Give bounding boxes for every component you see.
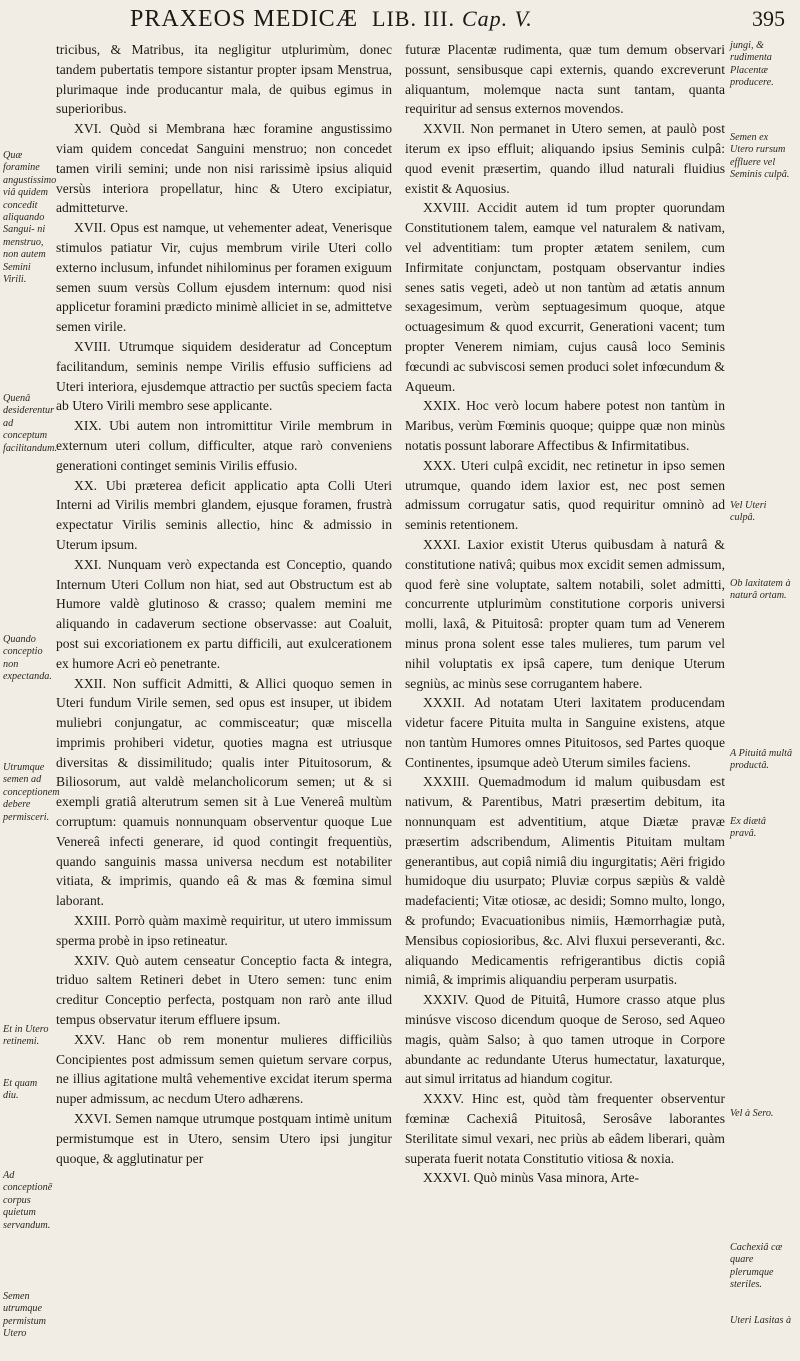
running-title [130, 6, 730, 33]
paragraph: XXV. Hanc ob rem monentur mulieres difficiliùs Concipientes post admissum semen quietum servare corpus, ne illius agitatione multâ vehementive excidat iterum sperma nuper admissum, ac necdum Utero adhærens. [56, 1031, 392, 1107]
margin-note: Uteri Lasitas à [730, 1315, 792, 1326]
paragraph: XXVII. Non permanet in Utero semen, at paulò post iterum ex ipso effluit; aliquando ipsius Seminis culpâ: quod evenit præsertim, quando illud naturali fluidius existit & Aquosius. [405, 121, 725, 196]
margin-note: Ad conceptionē corpus quietum servandum. [3, 1170, 53, 1231]
margin-note: Vel à Sero. [730, 1108, 774, 1119]
paragraph: tricibus, & Matribus, ita negligitur utplurimùm, donec tandem pubertatis tempore sistantur propter ipsam Menstrua, plurimaque inde producantur mala, de quibus egimus in superioribus. [56, 42, 392, 117]
paragraph: XXXIV. Quod de Pituitâ, Humore crasso atque plus minúsve viscoso dicendum quoque de Seroso, sed Aqueo magis, quàm Salso; à quo tamen utroque in Corpore abundante ac redundante Uterus humectatur, laxaturque, aut simul irritatus ad hiandum cogitur. [405, 992, 725, 1087]
margin-note: Quando conceptio non expectanda. [3, 634, 52, 683]
paragraph: XXXI. Laxior existit Uterus quibusdam à naturâ & constitutione nativâ; quibus mox excidit semen admissum, quod ferè sine voluptate, saltem notabili, solet admitti, concurrente utplurimùm constitutione corporis universi molli, laxâ, & Pituitosâ: propter quam tum ad Venerem minus prona solent esse tales mulieres, tum parum vel nihil voluptatis ex ipsâ capere, tum denique Uterum segniùs, ac minùs sese corrugantem habere. [405, 536, 725, 691]
margin-note: Ob laxitatem à naturâ ortam. [730, 578, 791, 602]
paragraph: XXIV. Quò autem censeatur Conceptio facta & integra, triduo saltem Retineri debet in Utero semen: tunc enim creditur Conceptio perfecta, postquam non rarò ante illud tempus observatur iterum effluere ipsum. [56, 952, 392, 1028]
paragraph: XXXVI. Quò minùs Vasa minora, Arte- [423, 1170, 640, 1186]
running-title-main: PRAXEOS MEDICÆ [130, 6, 359, 32]
paragraph: XX. Ubi præterea deficit applicatio apta Colli Uteri Interni ad Virilis membri glandem, ejusque foramen, frustrà expectatur Virilis seminis allectio, hinc & admissio in Uterum ipsum. [56, 477, 392, 552]
margin-note: A Pituitâ multâ productâ. [730, 748, 793, 772]
margin-note: Semen ex Utero rursum effluere vel Seminis culpâ. [730, 132, 790, 181]
paragraph: XXIII. Porrò quàm maximè requiritur, ut utero immissum sperma probè in ipso retineatur. [56, 913, 392, 948]
paragraph: XXVI. Semen namque utrumque postquam intimè unitum permistumque est in Utero, sensim Utero ipsi jungitur quoque, & agglutinatur per [56, 1111, 392, 1166]
paragraph: XXX. Uteri culpâ excidit, nec retinetur in ipso semen utrumque, quando idem laxior est, nec post semen admissum corrugatur satis, quod requiritur omninò ad seminis retentionem. [405, 457, 725, 533]
chapter-number: Cap. V. [461, 6, 533, 31]
paragraph: XVI. Quòd si Membrana hæc foramine angustissimo viam quidem concedat Sanguini menstruo; non concedet tamen virili semini; unde non nisi rarissimè ipsius aliquid versùs interiora propellatur, hinc & Utero excipiatur, admitteturve. [56, 121, 392, 216]
margin-note: jungi, & rudimenta Placentæ producere. [730, 40, 774, 89]
paragraph: XXVIII. Accidit autem id tum propter quorundam Constitutionem talem, eamque vel naturalem & nativam, vel adventitiam: tum propter ætatem senilem, cum Infirmitate conjunctam, postquam observantur indies senes satis vegeti, adeò ut non tantùm ad ætatis annum sexagesimum, verùm septuagesimum quoque, atque octuagesimum & quod excurrit, Generationi vacent; tum propter Venerem nimiam, cujus causâ loco Seminis fœcundi ac subviscosi semen produci solet infœcundum & Aqueum. [405, 200, 725, 394]
page-number: 395 [752, 6, 785, 31]
margin-note: Vel Uteri culpâ. [730, 500, 767, 524]
page-header [0, 0, 800, 42]
paragraph: futuræ Placentæ rudimenta, quæ tum demum observari possunt, sensibusque capi externis, quando excreverunt aliquantum, molemque nacta sunt tantam, quanta requiritur ad sensus externos movendos. [405, 42, 725, 117]
margin-note: Utrumque semen ad conceptionem debere permisceri. [3, 762, 60, 823]
margin-note: Et quam diu. [3, 1078, 38, 1102]
paragraph: XXXV. Hinc est, quòd tàm frequenter observentur fœminæ Cachexiâ Pituitosâ, Serosâve laborantes Sterilitate simul vexari, nec priùs ab eâdem liberari, quàm superata fuerit notata Constitutio vitiosa & noxia. [405, 1091, 725, 1166]
paragraph: XIX. Ubi autem non intromittitur Virile membrum in externum uteri collum, difficulter, atque rarò conveniens generationi continget seminis Virilis effusio. [56, 418, 392, 473]
paragraph: XXIX. Hoc verò locum habere potest non tantùm in Maribus, verùm Fœminis quoque; quippe quæ non minùs notatis possunt laborare Affectibus & Infirmitatibus. [405, 398, 725, 453]
margin-note: Ex diætâ pravâ. [730, 816, 766, 840]
left-text-column [56, 40, 392, 1168]
paragraph: XVIII. Utrumque siquidem desideratur ad Conceptum facilitandum, seminis nempe Virilis effusio sufficiens ad Uteri interiora, ejusdemque attractio per suctûs speciem facta ab Utero Virili membro sese applicante. [56, 338, 392, 414]
right-text-column [405, 40, 725, 1188]
paragraph: XXII. Non sufficit Admitti, & Allici quoquo semen in Uteri fundum Virile semen, sed opus est insuper, ut ibidem muliebri conjungatur, ac commisceatur; quæ miscella imprimis prohiberi videtur, quoties magna est utriusque diversitas & dissimilitudo; qualis inter Pituitosorum, & Biliosorum, aut valdè melancholicorum semen; ut & si exempli gratiâ alterutrum semen sit à Lue Venereâ multùm corruptum: quamuis nonnunquam observentur quoque Lue Venereâ infecti generare, id quod contingit frequentiùs, quando sanguinis massa universa necdum est notabiliter vitiata, & imprimis, quando eâ & mas & fœmina simul laborant. [56, 675, 392, 909]
paragraph: XXXIII. Quemadmodum id malum quibusdam est nativum, & Parentibus, Matri præsertim debitum, ita nonnunquam est adventitium, atque Diætæ pravæ præsertim adscribendum, Alimentis Pituitam multam generantibus, aut copiâ nimiâ diu ingurgitatis; Aëri frigido humidoque diu usurpato; Pluviæ corpus sæpiùs & valdè madefacienti; Vitæ otiosæ, ac desidi; Somno multo, longo, & profundo; Evacuationibus nimiis, Hæmorrhagiæ putà, Mensibus copiosioribus, &c. Alvi fluxui perseveranti, &c. aliquando Medicamentis refrigerantibus dictis copiâ nimiâ, & imprimis aliquandiu perperam usurpatis. [405, 774, 725, 988]
paragraph: XVII. Opus est namque, ut vehementer adeat, Venerisque stimulos patiatur Vir, cujus membrum virile Uteri collo externo inclusum, infundet nihilominus per foramen exiguum semen suum versùs Collum ejusdem internum: quod nisi applicetur foramini prædicto minimè alliciet in se, admittetve semen virile. [56, 220, 392, 335]
margin-note: Et in Utero retinemi. [3, 1024, 49, 1048]
paragraph: XXI. Nunquam verò expectanda est Conceptio, quando Internum Uteri Collum non hiat, sed aut Obstructum est ab Humore valdè glutinoso & crasso; qualem memini me aliquando in cadaverum sectione observasse: aut Coaluit, post sui excoriationem ex partu difficili, aut exulcerationem ex humore Acri eò penetrante. [56, 556, 392, 671]
margin-note: Quæ foramine angustissimo viâ quidem concedit aliquando Sangui- ni menstruo, non autem Semini Virili. [3, 150, 57, 286]
margin-note: Quenâ desiderentur ad conceptum facilitandum. [3, 393, 58, 454]
margin-note: Semen utrumque permistum Utero [3, 1291, 47, 1340]
margin-note: Cachexiâ cæ quare plerumque steriles. [730, 1242, 783, 1291]
book-number: LIB. III. [372, 6, 455, 31]
paragraph: XXXII. Ad notatam Uteri laxitatem producendam videtur facere Pituita multa in Sanguine existens, atque non tantùm Humores omnes Pituitosos, sed Partes quoque Continentes, ipsumque adeò Uterum similes faciens. [405, 695, 725, 770]
